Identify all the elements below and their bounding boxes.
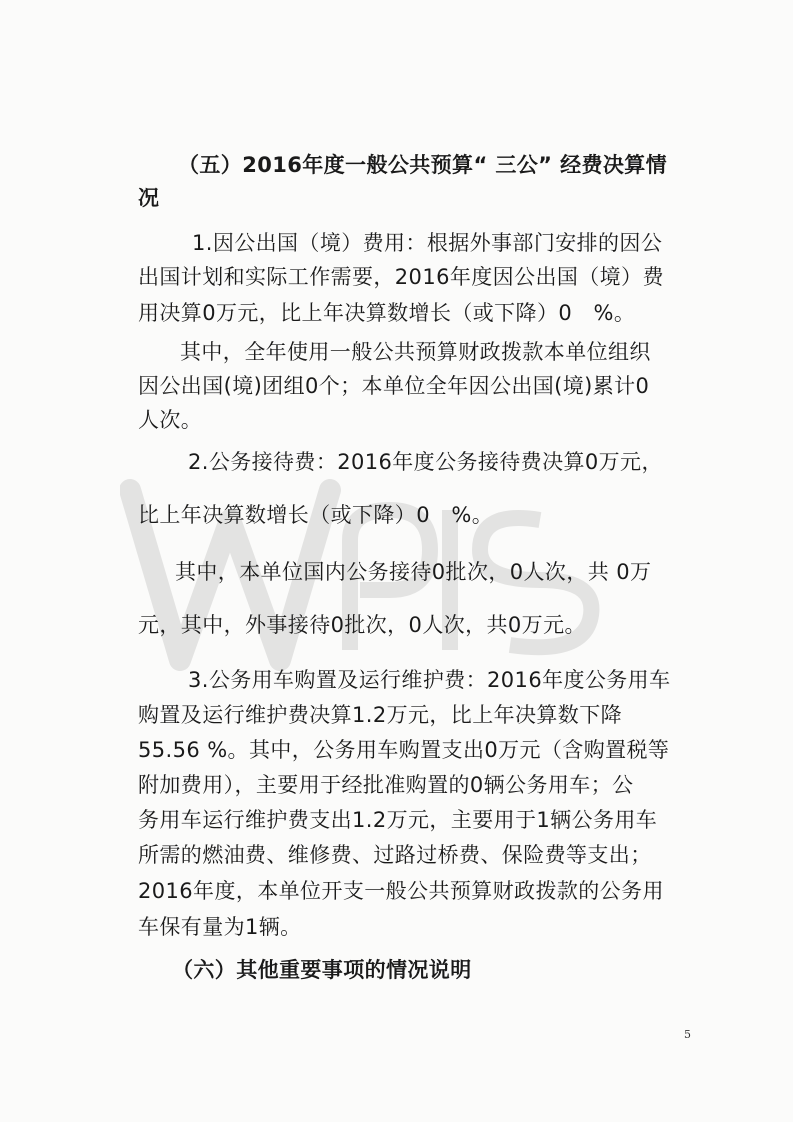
- paragraph-line: 其中，本单位国内公务接待0批次，0人次，共 0万: [175, 560, 652, 584]
- page-number: 5: [684, 1028, 691, 1041]
- paragraph-line: 比上年决算数增长（或下降）0 %。: [138, 503, 494, 527]
- paragraph-line: 出国计划和实际工作需要，2016年度因公出国（境）费: [138, 265, 664, 289]
- paragraph-line: 人次。: [138, 408, 203, 432]
- paragraph-line: 其中，全年使用一般公共预算财政拨款本单位组织: [180, 340, 651, 364]
- heading-line: 况: [138, 186, 160, 210]
- paragraph-line: 3.公务用车购置及运行维护费：2016年度公务用车: [188, 668, 671, 692]
- paragraph-line: 元，其中，外事接待0批次，0人次，共0万元。: [138, 613, 586, 637]
- paragraph-line: 用决算0万元，比上年决算数增长（或下降）0 %。: [138, 301, 636, 325]
- paragraph-line: 附加费用），主要用于经批准购置的0辆公务用车；公: [138, 773, 634, 797]
- paragraph-line: 2016年度，本单位开支一般公共预算财政拨款的公务用: [138, 879, 664, 903]
- heading-line: （五）2016年度一般公共预算“ 三公” 经费决算情: [178, 153, 668, 177]
- section6-heading: （六）其他重要事项的情况说明: [172, 958, 472, 982]
- paragraph-line: 2.公务接待费：2016年度公务接待费决算0万元，: [188, 450, 663, 474]
- paragraph-line: 所需的燃油费、维修费、过路过桥费、保险费等支出；: [138, 843, 652, 867]
- paragraph-line: 购置及运行维护费决算1.2万元，比上年决算数下降: [138, 703, 622, 727]
- paragraph-line: 55.56 %。其中，公务用车购置支出0万元（含购置税等: [138, 738, 670, 762]
- paragraph-line: 因公出国(境)团组0个；本单位全年因公出国(境)累计0: [138, 374, 650, 398]
- paragraph-line: 1.因公出国（境）费用：根据外事部门安排的因公: [192, 231, 663, 255]
- paragraph-line: 务用车运行维护费支出1.2万元，主要用于1辆公务用车: [138, 808, 658, 832]
- paragraph-line: 车保有量为1辆。: [138, 915, 302, 939]
